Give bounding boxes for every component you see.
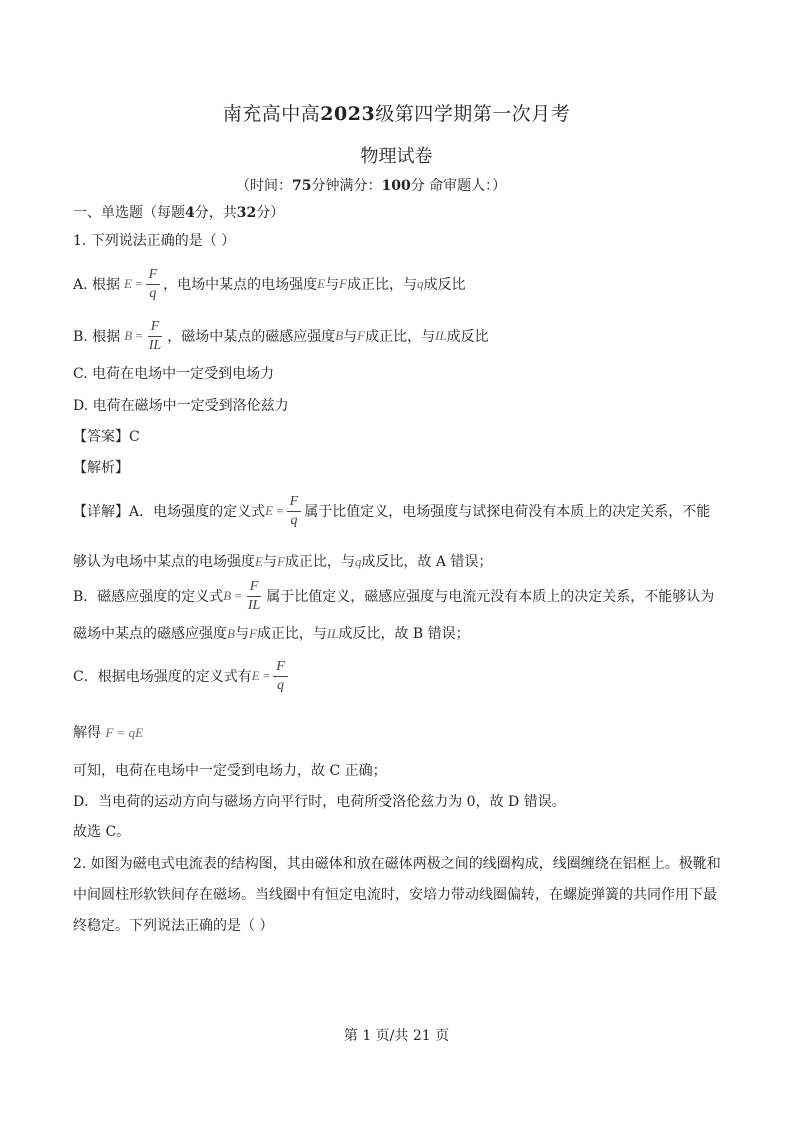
formula-fraction — [287, 494, 302, 529]
detail-text: C．根据电场强度的定义式有 — [73, 669, 252, 685]
fraction-numerator: F — [287, 494, 302, 512]
answer-label: 【答案】 — [73, 429, 129, 445]
formula-fraction — [245, 579, 263, 614]
fraction-numerator: F — [148, 319, 163, 337]
question-1-stem: 1. 下列说法正确的是（ ） — [73, 233, 236, 249]
variable: IL — [326, 626, 339, 641]
variable: q — [354, 554, 362, 569]
detail-line-6 — [73, 722, 143, 742]
question-2-line-3: 终稳定。下列说法正确的是（ ） — [73, 918, 274, 934]
detail-line-5: C．根据电场强度的定义式有 E = $\frac{F}{q}$ — [73, 656, 291, 696]
variable: B — [335, 328, 344, 343]
option-text: 成反比 — [423, 277, 466, 293]
analysis-label: 【解析】 — [73, 460, 129, 476]
detail-text: 与 — [262, 554, 277, 570]
fraction-numerator: F — [273, 659, 288, 677]
detail-text: B．磁感应强度的定义式 — [73, 589, 224, 605]
variable: E — [255, 554, 263, 569]
q1-option-d: D. 电荷在磁场中一定受到洛伦兹力 — [73, 398, 289, 414]
formula-lhs: E — [265, 503, 274, 518]
detail-line-4 — [73, 623, 470, 643]
fraction-denominator: q — [290, 512, 298, 528]
option-text: 成正比，与 — [365, 329, 436, 345]
title-part: 级第四学期第一次月考 — [375, 103, 571, 125]
variable: B — [227, 626, 235, 641]
fraction-numerator: F — [247, 579, 262, 597]
formula-lhs: E — [251, 668, 260, 683]
fraction-denominator: IL — [148, 337, 162, 353]
variable: E — [317, 276, 326, 291]
variable: F — [339, 276, 348, 291]
fraction-denominator: q — [277, 677, 285, 693]
info-number: 100 — [381, 178, 411, 194]
formula-fraction — [146, 267, 161, 302]
q1-option-c: C. 电荷在电场中一定受到电场力 — [73, 366, 275, 382]
option-text: 与 — [343, 329, 358, 345]
exam-subtitle: 物理试卷 — [360, 146, 433, 167]
detail-line-7: 可知，电荷在电场中一定受到电场力，故 C 正确； — [73, 763, 387, 779]
detail-text: 够认为电场中某点的电场强度 — [73, 554, 255, 570]
info-text: 分 命审题人：） — [410, 178, 507, 194]
answer-line — [73, 426, 140, 446]
section-text: 分） — [256, 205, 285, 221]
option-label: B. 根据 — [73, 329, 121, 345]
detail-line-9: 故选 C。 — [73, 824, 131, 840]
section-text: 分，共 — [194, 205, 237, 221]
option-label: A. 根据 — [73, 277, 121, 293]
fraction-denominator: IL — [247, 597, 261, 613]
formula: F = qE — [105, 725, 144, 740]
detail-line-8: D．当电荷的运动方向与磁场方向平行时，电荷所受洛伦兹力为 0，故 D 错误。 — [73, 794, 566, 810]
q1-option-b: B. 根据 B = $\frac{F}{IL}$ ，磁场中某点的磁感应强度 B 与 F 成正比，与 IL 成反比 — [73, 318, 489, 353]
info-number: 75 — [292, 178, 312, 194]
detail-text: 成正比，与 — [256, 626, 327, 642]
q1-option-a: A. 根据 E = $\frac{F}{q}$ ，电场中某点的电场强度 E 与 F 成正比，与 q 成反比 — [73, 266, 466, 301]
option-text: 成反比 — [446, 329, 489, 345]
variable: q — [417, 276, 424, 291]
option-text: 与 — [325, 277, 340, 293]
info-text: （时间： — [236, 178, 292, 194]
fraction-denominator: q — [149, 285, 157, 301]
variable: F — [276, 554, 285, 569]
variable: F — [357, 328, 366, 343]
detail-line-1: 【详解】A．电场强度的定义式 E = $\frac{F}{q}$ 属于比值定义，电场强度与试探电荷没有本质上的决定关系，不能 — [73, 493, 711, 528]
detail-line-3: B．磁感应强度的定义式 B = $\frac{F}{IL}$ 属于比值定义，磁感应强度与电流元没有本质上的决定关系，不能够认为 — [73, 578, 715, 613]
formula-fraction — [273, 659, 288, 694]
formula-lhs: E — [124, 276, 132, 291]
detail-text: 磁场中某点的磁感应强度 — [73, 626, 227, 642]
question-2-line-2: 中间圆柱形软铁间存在磁场。当线圈中有恒定电流时，安培力带动线圈偏转，在螺旋弹簧的共同作用下最 — [73, 887, 717, 903]
page-number: 第 1 页/共 21 页 — [343, 1028, 450, 1044]
detail-text: 【详解】A．电场强度的定义式 — [73, 504, 266, 520]
section-number: 32 — [236, 205, 257, 221]
detail-text: 属于比值定义，电场强度与试探电荷没有本质上的决定关系，不能 — [304, 504, 711, 520]
title-year: 2023 — [320, 103, 376, 125]
detail-text: 属于比值定义，磁感应强度与电流元没有本质上的决定关系，不能够认为 — [266, 589, 715, 605]
variable: IL — [435, 328, 447, 343]
detail-text: 解得 — [73, 725, 101, 741]
title-part: 南充高中高 — [222, 103, 321, 125]
section-text: 一、单选题（每题 — [73, 205, 185, 221]
exam-title — [0, 99, 793, 126]
detail-text: 与 — [234, 626, 249, 642]
info-text: 分钟满分： — [311, 178, 382, 194]
option-text: 成正比，与 — [347, 277, 418, 293]
formula-lhs: B — [223, 588, 232, 603]
detail-text: 成反比，故 B 错误； — [338, 626, 470, 642]
variable: F — [248, 626, 257, 641]
formula-fraction — [146, 319, 164, 354]
detail-text: 成反比，故 A 错误； — [361, 554, 493, 570]
section-number: 4 — [185, 205, 195, 221]
option-text: ，电场中某点的电场强度 — [163, 277, 318, 293]
fraction-numerator: F — [146, 267, 161, 285]
detail-line-2 — [73, 551, 492, 571]
answer-value: C — [129, 429, 140, 445]
question-2-line-1: 2. 如图为磁电式电流表的结构图，其由磁体和放在磁体两极之间的线圈构成，线圈缠绕在铝框上。极靴和 — [73, 856, 721, 872]
option-text: ，磁场中某点的磁感应强度 — [167, 329, 336, 345]
formula-lhs: B — [124, 328, 133, 343]
detail-text: 成正比，与 — [284, 554, 355, 570]
exam-info — [236, 175, 506, 195]
section-heading — [73, 202, 284, 222]
